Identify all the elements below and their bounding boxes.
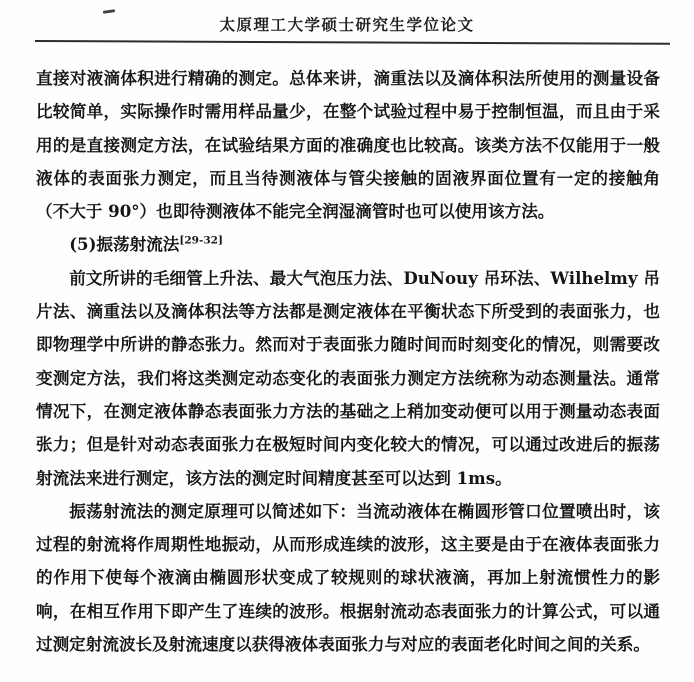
paragraph-static-vs-dynamic: 前文所讲的毛细管上升法、最大气泡压力法、DuNouy 吊环法、Wilhelmy 吊片法、滴重法以及滴体积法等方法都是测定液体在平衡状态下所受到的表面张力，也即物理学中所讲的静态张力。然而对于表面张力随时间而时刻变化的情况，则需要改变测定方法，我们将这类测定动态变化的表面张力测定方法统称为动态测量法。通常情况下，在测定液体静态表面张力方法的基础之上稍加变动便可以用于测量动态表面张力；但是针对动态表面张力在极短时间内变化较大的情况，可以通过改进后的振荡射流法来进行测定，该方法的测定时间精度甚至可以达到 1ms。 — [36, 267, 660, 488]
paragraph-oscillating-jet-principle: 振荡射流法的测定原理可以简述如下：当流动液体在椭圆形管口位置喷出时，该过程的射流将作周期性地振动，从而形成连续的波形，这主要是由于在液体表面张力的作用下使每个液滴由椭圆形状变成了较规则的球状液滴，再加上射流惯性力的影响，在相互作用下即产生了连续的波形。根据射流动态表面张力的计算公式，可以通过测定射流波长及射流速度以获得液体表面张力与对应的表面老化时间之间的关系。 — [36, 500, 660, 655]
citation-superscript: [29-32] — [179, 234, 223, 247]
paragraph-method-heading — [36, 228, 660, 261]
page-body — [36, 62, 660, 661]
page-header — [0, 0, 694, 42]
header-rule — [35, 40, 670, 45]
method-heading-text: (5)振荡射流法 — [69, 234, 180, 255]
paragraph-continuation: 直接对液滴体积进行精确的测定。总体来讲，滴重法以及滴体积法所使用的测量设备比较简单，实际操作时需用样品量少，在整个试验过程中易于控制恒温，而且由于采用的是直接测定方法，在试验结果方面的准确度也比较高。该类方法不仅能用于一般液体的表面张力测定，而且当待测液体与管尖接触的固液界面位置有一定的接触角（不大于 90°）也即待测液体不能完全润湿滴管时也可以使用该方法。 — [36, 68, 660, 222]
running-head-title: 太原理工大学硕士研究生学位论文 — [219, 15, 475, 34]
